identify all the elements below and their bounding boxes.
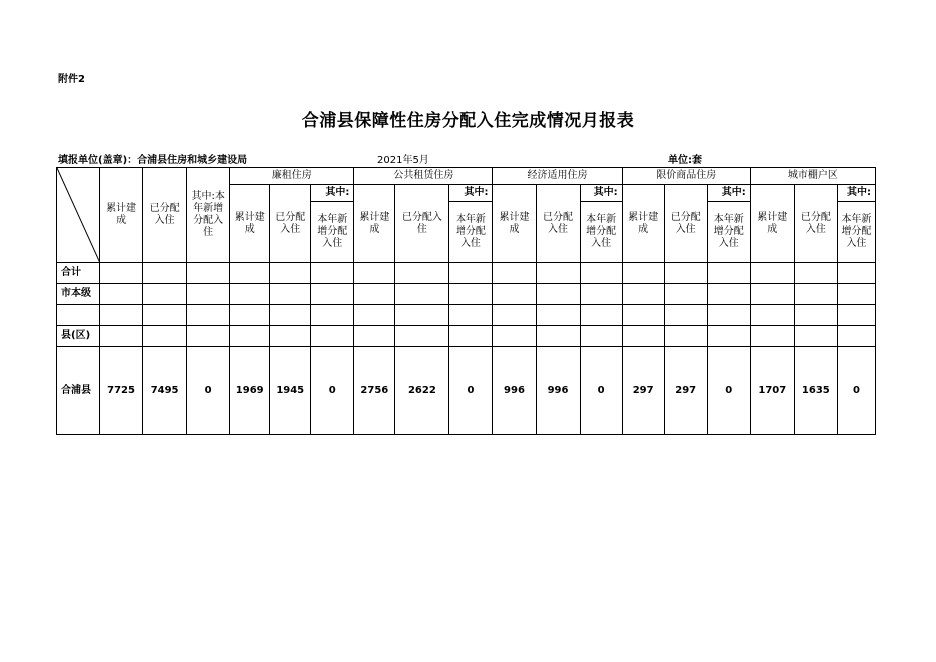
- cell: [449, 284, 493, 305]
- cell: 2622: [395, 347, 449, 435]
- cell: [187, 263, 230, 284]
- report-period: 2021年5月: [377, 155, 429, 166]
- cell: [493, 326, 536, 347]
- sub-header-new-alloc: 本年新增分配入住: [449, 202, 493, 263]
- cell: [143, 284, 187, 305]
- cell: [622, 284, 664, 305]
- header-allocated: 已分配入住: [143, 168, 187, 263]
- cell: 996: [493, 347, 536, 435]
- cell: [493, 284, 536, 305]
- unit-label: 单位:套: [668, 155, 702, 166]
- cell: 1969: [230, 347, 270, 435]
- cell: [837, 263, 875, 284]
- cell: [395, 326, 449, 347]
- cell: [143, 263, 187, 284]
- cell: [794, 263, 837, 284]
- group-header-lianzu: 廉租住房: [230, 168, 354, 185]
- cell: [449, 305, 493, 326]
- cell: 297: [622, 347, 664, 435]
- row-label: 市本级: [57, 284, 100, 305]
- row-label: 合计: [57, 263, 100, 284]
- sub-header-allocated: 已分配入住: [794, 185, 837, 263]
- cell: [837, 305, 875, 326]
- cell: [536, 263, 580, 284]
- cell: [100, 284, 143, 305]
- cell: 0: [187, 347, 230, 435]
- cell: [395, 263, 449, 284]
- cell: 0: [837, 347, 875, 435]
- cell: [449, 326, 493, 347]
- cell: [449, 263, 493, 284]
- row-label: 合浦县: [57, 347, 100, 435]
- group-header-penghu: 城市棚户区: [750, 168, 875, 185]
- cell: [837, 326, 875, 347]
- sub-header-of-which: 其中:: [311, 185, 354, 202]
- cell: [230, 305, 270, 326]
- cell: [493, 263, 536, 284]
- sub-header-new-alloc: 本年新增分配入住: [837, 202, 875, 263]
- sub-header-built: 累计建成: [230, 185, 270, 263]
- header-of-which-new: 其中:本年新增分配入住: [187, 168, 230, 263]
- cell: 7495: [143, 347, 187, 435]
- cell: 1635: [794, 347, 837, 435]
- cell: [395, 305, 449, 326]
- cell: 2756: [354, 347, 395, 435]
- cell: [230, 284, 270, 305]
- cell: 0: [580, 347, 622, 435]
- cell: [707, 263, 750, 284]
- cell: [100, 305, 143, 326]
- sub-header-of-which: 其中:: [580, 185, 622, 202]
- cell: [536, 284, 580, 305]
- cell: [750, 305, 794, 326]
- sub-header-new-alloc: 本年新增分配入住: [707, 202, 750, 263]
- sub-header-built: 累计建成: [354, 185, 395, 263]
- cell: 996: [536, 347, 580, 435]
- sub-header-allocated: 已分配入住: [664, 185, 707, 263]
- cell: [311, 263, 354, 284]
- cell: [270, 326, 311, 347]
- diagonal-header-cell: [57, 168, 100, 263]
- cell: [311, 305, 354, 326]
- sub-header-built: 累计建成: [622, 185, 664, 263]
- sub-header-of-which: 其中:: [837, 185, 875, 202]
- cell: [354, 305, 395, 326]
- cell: [664, 305, 707, 326]
- cell: [664, 263, 707, 284]
- cell: [580, 263, 622, 284]
- cell: [100, 263, 143, 284]
- cell: [354, 263, 395, 284]
- cell: [187, 326, 230, 347]
- cell: [354, 326, 395, 347]
- cell: [230, 326, 270, 347]
- cell: [750, 284, 794, 305]
- cell: [750, 326, 794, 347]
- cell: [580, 284, 622, 305]
- sub-header-built: 累计建成: [750, 185, 794, 263]
- cell: [664, 284, 707, 305]
- group-header-gongzu: 公共租赁住房: [354, 168, 493, 185]
- cell: [707, 305, 750, 326]
- row-label: [57, 305, 100, 326]
- sub-header-built: 累计建成: [493, 185, 536, 263]
- sub-header-new-alloc: 本年新增分配入住: [311, 202, 354, 263]
- fill-unit: 填报单位(盖章)：合浦县住房和城乡建设局: [58, 155, 248, 166]
- group-header-jingji: 经济适用住房: [493, 168, 622, 185]
- cell: [707, 284, 750, 305]
- cell: [270, 263, 311, 284]
- table-row: [57, 326, 876, 347]
- cell: [493, 305, 536, 326]
- table-row: [57, 284, 876, 305]
- cell: [270, 305, 311, 326]
- group-header-xianjia: 限价商品住房: [622, 168, 750, 185]
- cell: [100, 326, 143, 347]
- cell: [664, 326, 707, 347]
- cell: [622, 326, 664, 347]
- sub-header-of-which: 其中:: [449, 185, 493, 202]
- cell: [580, 326, 622, 347]
- cell: 7725: [100, 347, 143, 435]
- cell: 0: [707, 347, 750, 435]
- cell: [354, 284, 395, 305]
- cell: [311, 326, 354, 347]
- sub-header-allocated: 已分配入住: [270, 185, 311, 263]
- cell: 1945: [270, 347, 311, 435]
- cell: [187, 284, 230, 305]
- sub-header-allocated: 已分配入住: [395, 185, 449, 263]
- cell: [230, 263, 270, 284]
- diagonal-line: [57, 168, 100, 263]
- row-label: 县(区): [57, 326, 100, 347]
- cell: [143, 326, 187, 347]
- cell: [143, 305, 187, 326]
- cell: [707, 326, 750, 347]
- report-table: [56, 167, 876, 435]
- table-row: [57, 305, 876, 326]
- cell: 0: [449, 347, 493, 435]
- cell: [622, 305, 664, 326]
- cell: 1707: [750, 347, 794, 435]
- header-total-built: 累计建成: [100, 168, 143, 263]
- cell: [794, 305, 837, 326]
- cell: [622, 263, 664, 284]
- attachment-label: 附件2: [58, 74, 85, 85]
- cell: [837, 284, 875, 305]
- cell: [311, 284, 354, 305]
- sub-header-new-alloc: 本年新增分配入住: [580, 202, 622, 263]
- cell: [187, 305, 230, 326]
- cell: 297: [664, 347, 707, 435]
- cell: [395, 284, 449, 305]
- cell: [580, 305, 622, 326]
- cell: [536, 305, 580, 326]
- sub-header-of-which: 其中:: [707, 185, 750, 202]
- table-row: [57, 347, 876, 435]
- cell: [750, 263, 794, 284]
- sub-header-allocated: 已分配入住: [536, 185, 580, 263]
- report-title: 合浦县保障性住房分配入住完成情况月报表: [301, 111, 635, 131]
- cell: [794, 284, 837, 305]
- cell: 0: [311, 347, 354, 435]
- cell: [270, 284, 311, 305]
- cell: [536, 326, 580, 347]
- cell: [794, 326, 837, 347]
- table-row: [57, 263, 876, 284]
